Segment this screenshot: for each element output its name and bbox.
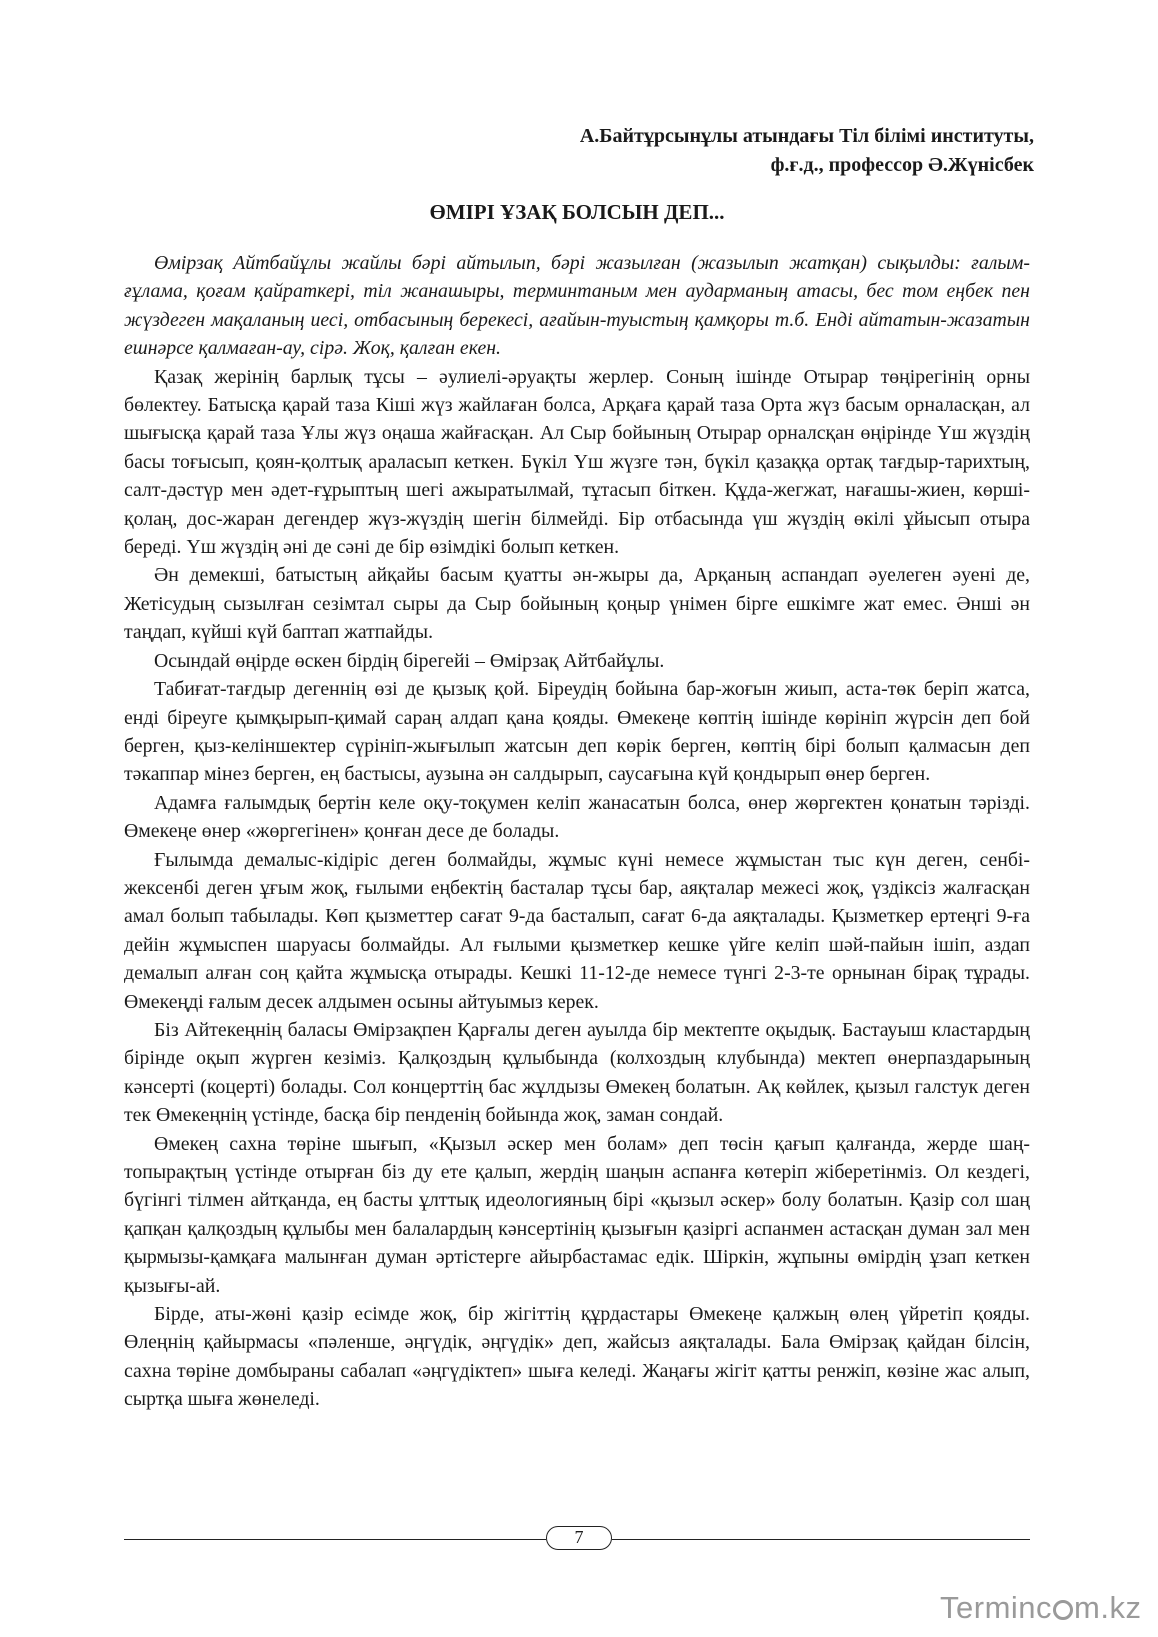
watermark-logo: [940, 1590, 1140, 1626]
body-paragraph: Ән демекші, батыстың айқайы басым қуатты ән-жыры да, Арқаның аспандап әуелеген әуені де, Жетісудың сызылған сезімтал сыры да Сыр бойының қоңыр үнімен бірге ешкімге жат емес. Әнші ән таңдап, күйші күй баптап жатпайды.: [124, 564, 1030, 644]
body-paragraph: Қазақ жерінің барлық тұсы – әулиелі-әруақты жерлер. Соның ішінде Отырар төңірегінің орны бөлектеу. Батысқа қарай таза Кіші жүз жайлаған болса, Арқаға қарай таза Орта жүз басым орналасқан, ал шығысқа қарай таза Ұлы жүз оңаша жайғасқан. Ал Сыр бойының Отырар орналсқан өңірінде Үш жүздің басы тоғысып, қоян-қолтық араласып кеткен. Бүкіл Үш жүзге тән, бүкіл қазаққа ортақ тағдыр-тарихтың, салт-дәстүр мен әдет-ғұрыптың шегі ажыратылмай, тұтасып біткен. Құда-жегжат, нағашы-жиен, көрші-қолаң, дос-жаран дегендер жүз-жүздің шегін білмейді. Бір отбасында үш жүздің өкілі ұйысып отыра береді. Үш жүздің әні де сәні де бір өзімдікі болып кеткен.: [124, 365, 1030, 559]
circle-icon: [1053, 1600, 1073, 1620]
author-name: ф.ғ.д., профессор Ә.Жүнісбек: [770, 154, 1034, 176]
body-paragraph: Ғылымда демалыс-кідіріс деген болмайды, жұмыс күні немесе жұмыстан тыс күн деген, сенбі-жексенбі деген ұғым жоқ, ғылыми еңбектің басталар тұсы бар, аяқталар межесі жоқ, үздіксіз жалғасқан амал болып табылады. Көп қызметтер сағат 9-да басталып, сағат 6-да аяқталады. Қызметкер ертеңгі 9-ға дейін жұмыспен шаруасы болмайды. Ал ғылыми қызметкер кешке үйге келіп шәй-пайын ішіп, аздап демалып алған соң қайта жұмысқа отырады. Кешкі 11-12-де немесе түнгі 2-3-те орнынан бірақ тұрады. Өмекеңді ғалым десек алдымен осыны айтуымыз керек.: [124, 848, 1030, 1013]
page-number: 7: [546, 1526, 612, 1550]
watermark-text-end: m.kz: [1074, 1590, 1142, 1625]
body-paragraph: Біз Айтекеңнің баласы Өмірзақпен Қарғалы деген ауылда бір мектепте оқыдық. Бастауыш кластардың бірінде оқып жүрген кезіміз. Қалқоздың құлыбында (колхоздың клубында) мектеп өнерпаздарының кәнсерті (коцерті) болады. Сол концерттің бас жұлдызы Өмекең болатын. Ақ көйлек, қызыл галстук деген тек Өмекеңнің үстінде, басқа бір пенденің бойында жоқ, заман сондай.: [124, 1018, 1030, 1127]
footer-rule-left: [124, 1539, 546, 1540]
body-paragraph: Адамға ғалымдық бертін келе оқу-тоқумен келіп жанасатын болса, өнер жөргектен қонатын тәрізді. Өмекеңе өнер «жөргегінен» қонған десе де болады.: [124, 791, 1030, 843]
body-paragraph: Табиғат-тағдыр дегеннің өзі де қызық қой. Біреудің бойына бар-жоғын жиып, аста-төк беріп жатса, енді біреуге қымқырып-қимай сараң алдап қана қояды. Өмекеңе көптің ішінде көрініп жүрсін деп бой берген, қыз-келіншектер сүрініп-жығылып жатсын деп көрік берген, көптің бірі болып қалмасын деп тәкаппар мінез берген, ең бастысы, аузына ән салдырып, саусағына күй қондырып өнер берген.: [124, 678, 1030, 786]
lead-paragraph: Өмірзақ Айтбайұлы жайлы бәрі айтылып, бәрі жазылған (жазылып жатқан) сықылды: ғалым-ғұлама, қоғам қайраткері, тіл жанашыры, терминтаным мен аударманың атасы, бес том еңбек пен жүздеген мақаланың иесі, отбасының берекесі, ағайын-туыстың қамқоры т.б. Енді айтатын-жазатын ешнәрсе қалмаған-ау, сірә. Жоқ, қалған екен.: [124, 252, 1030, 360]
watermark-text-start: Terminc: [940, 1590, 1053, 1625]
body-paragraph: Өмекең сахна төріне шығып, «Қызыл әскер мен болам» деп төсін қағып қалғанда, жерде шаң-топырақтың үстінде отырған біз ду ете қалып, жердің шаңын аспанға көтеріп жіберетінміз. Ол кездегі, бүгінгі тілмен айтқанда, ең басты ұлттық идеологияның бірі «қызыл әскер» болу болатын. Қазір сол шаң қапқан қалқоздың құлыбы мен балалардың кәнсертінің қызығын қазіргі аспанмен астасқан думан зал мен қырмызы-қамқаға малынған думан әртістерге айырбастамас едік. Шіркін, жұпыны өмірдің ұзап кеткен қызығы-ай.: [124, 1132, 1030, 1297]
body-paragraph: Осындай өңірде өскен бірдің бірегейі – Өмірзақ Айтбайұлы.: [154, 649, 665, 672]
article-body: [124, 249, 1030, 1414]
footer-rule-right: [612, 1539, 1030, 1540]
author-affiliation: А.Байтұрсынұлы атындағы Тіл білімі институты,: [579, 125, 1034, 147]
body-paragraph: Бірде, аты-жөні қазір есімде жоқ, бір жігіттің құрдастары Өмекеңе қалжың өлең үйретіп қояды. Өлеңнің қайырмасы «пәленше, әңгүдік, әңгүдік» деп, жайсыз аяқталады. Бала Өмірзақ қайдан білсін, сахна төріне домбыраны сабалап «әңгүдіктеп» шыға келеді. Жаңағы жігіт қатты ренжіп, көзіне жас алып, сыртқа шыға жөнеледі.: [124, 1303, 1030, 1411]
author-block: [120, 122, 1034, 180]
article-title: ӨМІРІ ҰЗАҚ БОЛСЫН ДЕП...: [429, 200, 725, 224]
